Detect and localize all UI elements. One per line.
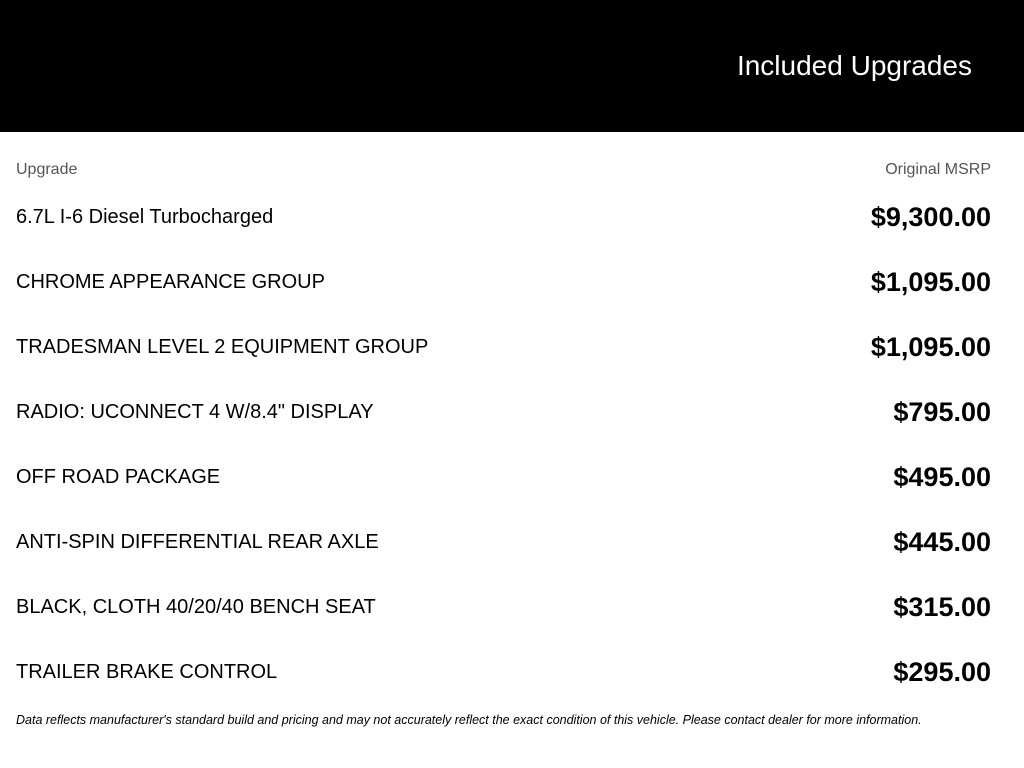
upgrade-name: TRAILER BRAKE CONTROL (16, 661, 278, 683)
upgrade-price: $795.00 (893, 397, 991, 427)
table-row (16, 250, 991, 315)
table-header (16, 160, 991, 180)
upgrade-name: OFF ROAD PACKAGE (16, 466, 221, 488)
header-bar (0, 0, 1024, 132)
column-header-msrp: Original MSRP (885, 161, 991, 178)
upgrade-price: $1,095.00 (870, 267, 991, 297)
upgrade-name: 6.7L I-6 Diesel Turbocharged (16, 206, 274, 228)
table-row (16, 445, 991, 510)
upgrade-name: BLACK, CLOTH 40/20/40 BENCH SEAT (16, 596, 376, 618)
upgrade-price: $315.00 (893, 592, 991, 622)
upgrades-list (16, 185, 991, 705)
upgrade-price: $495.00 (893, 462, 991, 492)
upgrade-price: $295.00 (893, 657, 991, 687)
upgrade-price: $1,095.00 (870, 332, 991, 362)
upgrade-name: RADIO: UCONNECT 4 W/8.4" DISPLAY (16, 401, 374, 423)
table-row (16, 640, 991, 705)
table-row (16, 575, 991, 640)
column-header-upgrade: Upgrade (16, 161, 78, 178)
upgrade-name: ANTI-SPIN DIFFERENTIAL REAR AXLE (16, 531, 379, 553)
table-row (16, 185, 991, 250)
page-title: Included Upgrades (736, 50, 972, 81)
table-row (16, 315, 991, 380)
disclaimer-text: Data reflects manufacturer's standard build and pricing and may not accurately reflect the exact condition of this vehicle. Please contact dealer for more information. (16, 713, 922, 727)
table-row (16, 510, 991, 575)
table-row (16, 380, 991, 445)
upgrade-name: TRADESMAN LEVEL 2 EQUIPMENT GROUP (16, 336, 429, 358)
upgrade-price: $9,300.00 (870, 202, 991, 232)
upgrade-name: CHROME APPEARANCE GROUP (16, 271, 325, 293)
upgrade-price: $445.00 (893, 527, 991, 557)
